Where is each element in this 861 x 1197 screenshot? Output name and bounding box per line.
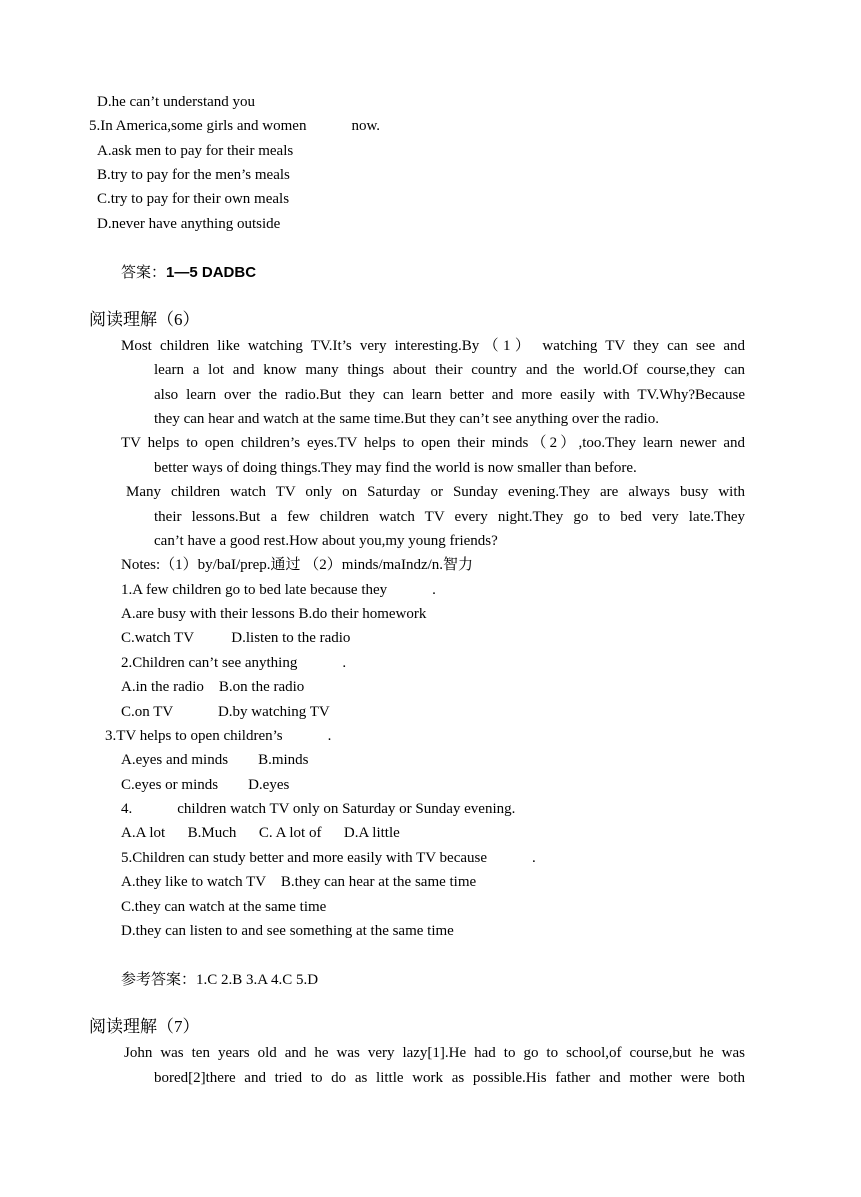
option-line: A.in the radio B.on the radio bbox=[121, 679, 305, 695]
option-line: D.they can listen to and see something at the same time bbox=[121, 923, 454, 939]
option-line: D.never have anything outside bbox=[97, 216, 281, 232]
answer-label: 答案： bbox=[121, 265, 167, 281]
notes-line: Notes:（1）by/baI/prep.通过 （2）minds/maIndz/n.智力 bbox=[121, 557, 474, 573]
option-line: A.ask men to pay for their meals bbox=[97, 143, 294, 159]
option-line: C.on TV D.by watching TV bbox=[121, 704, 330, 720]
option-line: C.try to pay for their own meals bbox=[97, 191, 290, 207]
question-line: 2.Children can’t see anything . bbox=[121, 655, 347, 671]
paragraph-line: TV helps to open children’s eyes.TV helps to open their minds（2）,too.They learn newer and bbox=[121, 435, 745, 451]
option-line: C.they can watch at the same time bbox=[121, 899, 327, 915]
answer-value: 1—5 DADBC bbox=[166, 264, 257, 281]
question-line: 1.A few children go to bed late because they . bbox=[121, 582, 436, 598]
option-line: D.he can’t understand you bbox=[97, 94, 256, 110]
option-line: A.eyes and minds B.minds bbox=[121, 752, 309, 768]
answer-key: 参考答案：1.C 2.B 3.A 4.C 5.D bbox=[121, 972, 319, 988]
question-line: 5.In America,some girls and women now. bbox=[89, 118, 381, 134]
option-line: A.they like to watch TV B.they can hear at the same time bbox=[121, 874, 477, 890]
option-line: C.eyes or minds D.eyes bbox=[121, 777, 290, 793]
question-line: 5.Children can study better and more easily with TV because . bbox=[121, 850, 536, 866]
paragraph-line: bored[2]there and tried to do as little work as possible.His father and mother were both bbox=[154, 1070, 745, 1086]
answer-key bbox=[121, 264, 256, 282]
option-line: C.watch TV D.listen to the radio bbox=[121, 630, 351, 646]
paragraph-line: John was ten years old and he was very lazy[1].He had to go to school,of course,but he was bbox=[124, 1045, 745, 1061]
paragraph-line: better ways of doing things.They may find the world is now smaller than before. bbox=[154, 460, 637, 476]
section-heading: 阅读理解（7） bbox=[89, 1017, 200, 1036]
option-line: B.try to pay for the men’s meals bbox=[97, 167, 290, 183]
paragraph-line: Most children like watching TV.It’s very interesting.By（1） watching TV they can see and bbox=[121, 338, 745, 354]
section-heading: 阅读理解（6） bbox=[89, 310, 200, 329]
paragraph-line: Many children watch TV only on Saturday or Sunday evening.They are always busy with bbox=[126, 484, 745, 500]
paragraph-line: they can hear and watch at the same time.But they can’t see anything over the radio. bbox=[154, 411, 659, 427]
paragraph-line: also learn over the radio.But they can learn better and more easily with TV.Why?Because bbox=[154, 387, 745, 403]
paragraph-line: learn a lot and know many things about their country and the world.Of course,they can bbox=[154, 362, 745, 378]
question-line: 4. children watch TV only on Saturday or Sunday evening. bbox=[121, 801, 516, 817]
paragraph-line: can’t have a good rest.How about you,my young friends? bbox=[154, 533, 498, 549]
paragraph-line: their lessons.But a few children watch TV every night.They go to bed very late.They bbox=[154, 509, 745, 525]
question-line: 3.TV helps to open children’s . bbox=[105, 728, 332, 744]
option-line: A.A lot B.Much C. A lot of D.A little bbox=[121, 825, 400, 841]
option-line: A.are busy with their lessons B.do their homework bbox=[121, 606, 427, 622]
